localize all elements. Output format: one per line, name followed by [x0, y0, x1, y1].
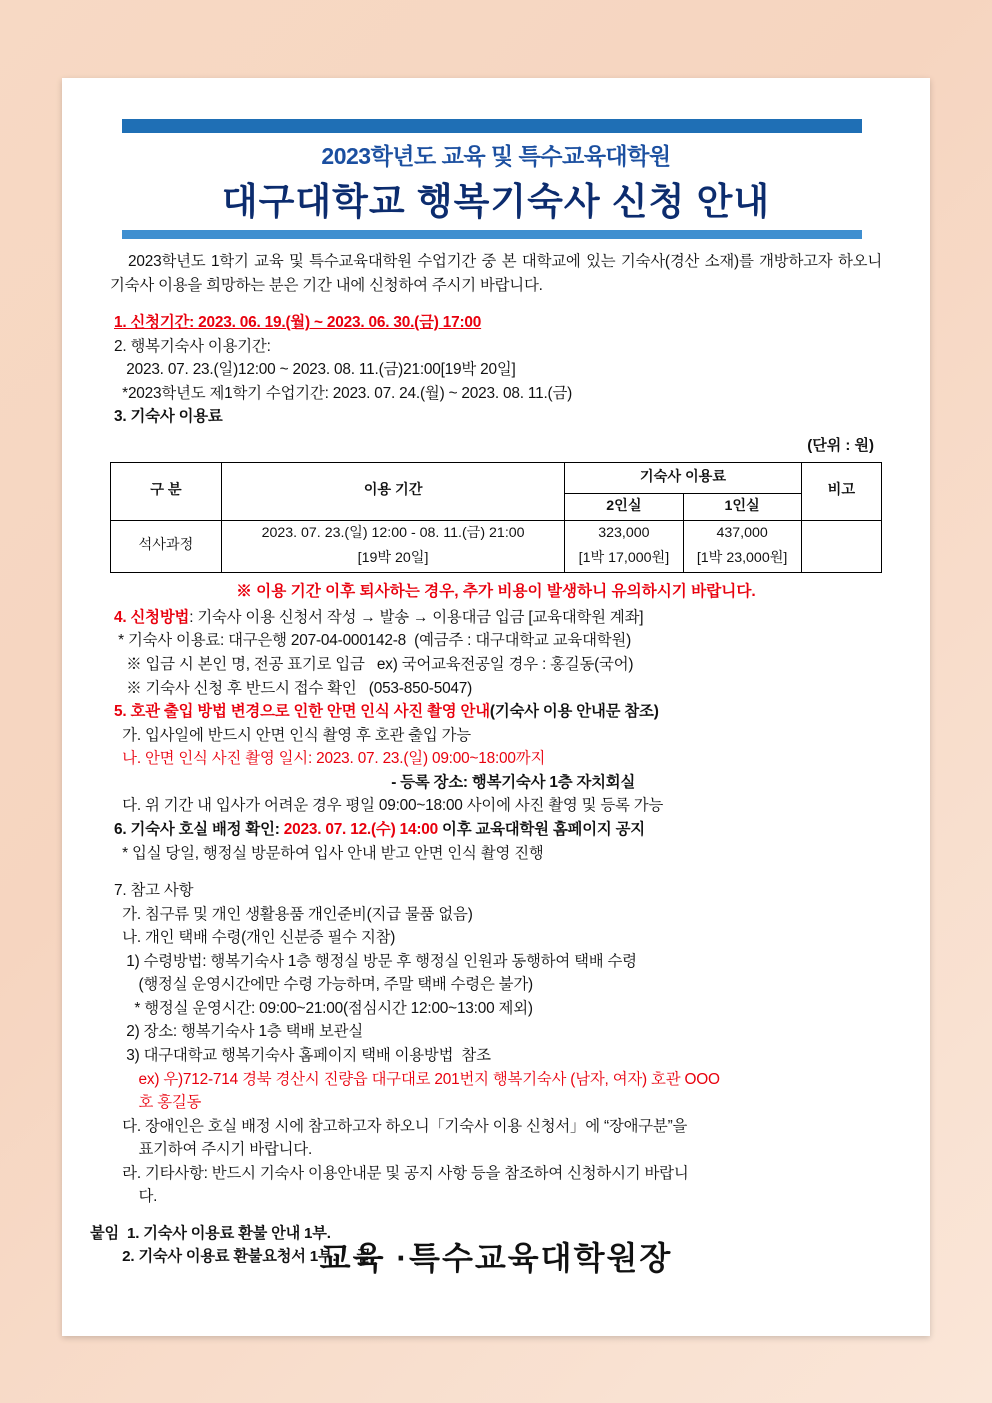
cell-gubun: 석사과정: [111, 520, 222, 572]
item-application-method-label: 4. 신청방법: [114, 608, 190, 626]
item-application-method-text: : 기숙사 이용 신청서 작성 → 발송 → 이용대금 입금 [교육대학원 계좌]: [189, 608, 644, 626]
item-ref-b: 나. 개인 택배 수령(개인 신분증 필수 지참): [114, 929, 396, 947]
item-confirm-phone: ※ 기숙사 신청 후 반드시 접수 확인 (053-850-5047): [114, 679, 473, 697]
item-ref-d-cont: 다.: [114, 1188, 158, 1206]
item-face-recognition: [114, 700, 896, 724]
item-semester-period: *2023학년도 제1학기 수업기간: 2023. 07. 24.(월) ~ 2023. 08. 11.(금): [114, 384, 573, 402]
document-signature: 교육 ·특수교육대학원장: [319, 1240, 673, 1276]
intro-paragraph: 2023학년도 1학기 교육 및 특수교육대학원 수업기간 중 본 대학교에 있는 기숙사(경산 소재)를 개방하고자 하오니 기숙사 이용을 희망하는 분은 기간 내에 신청하여 주시기 바랍니다.: [110, 253, 882, 294]
item-room-assignment-date: 2023. 07. 12.(수) 14:00: [283, 820, 438, 838]
item-usage-period: 2. 행복기숙사 이용기간:: [114, 337, 271, 355]
item-bank-account: * 기숙사 이용료: 대구은행 207-04-000142-8 (예금주 : 대구대학교 교육대학원): [114, 632, 631, 650]
cell-fee1-bottom: [1박 23,000원]: [683, 546, 801, 572]
header-bar-top: [122, 119, 862, 133]
item-usage-period-dates: 2023. 07. 23.(일)12:00 ~ 2023. 08. 11.(금)21:00[19박 20일]: [114, 361, 516, 379]
table-row: [111, 520, 882, 546]
document-subtitle: 2023학년도 교육 및 특수교육대학원: [321, 143, 671, 169]
cell-note: [801, 520, 881, 572]
item-ref-d: 라. 기타사항: 반드시 기숙사 이용안내문 및 공지 사항 등을 참조하여 신청하시기 바랍니: [114, 1164, 689, 1182]
th-single-room: 1인실: [683, 493, 801, 520]
table-header-row: [111, 462, 882, 493]
item-ref-b1a: (행정실 운영시간에만 수령 가능하며, 주말 택배 수령은 불가): [114, 976, 533, 994]
item-face-b: 나. 안면 인식 사진 촬영 일시: 2023. 07. 23.(일) 09:00~18:00까지: [114, 750, 546, 768]
item-face-recognition-tail: (기숙사 이용 안내문 참조): [489, 703, 659, 721]
numbered-list-2: [114, 606, 896, 1209]
page-title: 대구대학교 행복기숙사 신청 안내: [221, 181, 771, 222]
item-room-assignment: [114, 818, 896, 842]
item-ref-b1: 1) 수령방법: 행복기숙사 1층 행정실 방문 후 행정실 인원과 동행하여 택배 수령: [114, 952, 637, 970]
attachment-line-2: 2. 기숙사 이용료 환불요청서 1부. 끝.: [90, 1247, 376, 1265]
fee-table: [110, 462, 882, 573]
th-gubun: 구 분: [111, 462, 222, 520]
item-reference: 7. 참고 사항: [114, 882, 194, 900]
cell-period-bottom: [19박 20일]: [221, 546, 564, 572]
item-ref-b3: 3) 대구대학교 행복기숙사 홈페이지 택배 이용방법 참조: [114, 1047, 491, 1064]
item-room-assignment-note: * 입실 당일, 행정실 방문하여 입사 안내 받고 안면 인식 촬영 진행: [114, 844, 544, 862]
document-inner: [62, 78, 930, 1336]
numbered-list: [114, 311, 896, 429]
cell-fee2-top: 323,000: [565, 520, 683, 546]
cell-fee2-bottom: [1박 17,000원]: [565, 546, 683, 572]
document-page: [62, 78, 930, 1336]
item-room-assignment-head: 6. 기숙사 호실 배정 확인:: [114, 820, 284, 838]
item-ref-b3-example-cont: 호 홍길동: [114, 1094, 202, 1112]
cell-fee1-top: 437,000: [683, 520, 801, 546]
item-ref-b1b: * 행정실 운영시간: 09:00~21:00(점심시간 12:00~13:00 제외): [114, 999, 533, 1017]
item-ref-c: 다. 장애인은 호실 배정 시에 참고하고자 하오니「기숙사 이용 신청서」에 “장애구분”을: [114, 1117, 688, 1135]
th-double-room: 2인실: [565, 493, 683, 520]
cell-period-top: 2023. 07. 23.(일) 12:00 - 08. 11.(금) 21:00: [221, 520, 564, 546]
fee-unit-label: (단위 : 원): [807, 436, 874, 454]
attachment-line-1: 붙임 1. 기숙사 이용료 환불 안내 1부.: [90, 1224, 331, 1242]
table-row-sub: [111, 546, 882, 572]
fee-notice: ※ 이용 기간 이후 퇴사하는 경우, 추가 비용이 발생하니 유의하시기 바랍니다.: [236, 583, 756, 601]
document-body: [62, 250, 930, 1269]
item-ref-b3-example: ex) 우)712-714 경북 경산시 진량읍 대구대로 201번지 행복기숙사 (남자, 여자) 호관 OOO: [114, 1070, 720, 1088]
item-ref-a: 가. 침구류 및 개인 생활용품 개인준비(지급 물품 없음): [114, 905, 473, 923]
item-deposit-name-rule: ※ 입금 시 본인 명, 전공 표기로 입금 ex) 국어교육전공일 경우 : 홍길동(국어): [114, 656, 634, 673]
th-period: 이용 기간: [221, 462, 564, 520]
item-face-c: 다. 위 기간 내 입사가 어려운 경우 평일 09:00~18:00 사이에 사진 촬영 및 등록 가능: [114, 797, 664, 815]
header-bar-bottom: [122, 230, 862, 239]
item-ref-c-cont: 표기하여 주시기 바랍니다.: [114, 1141, 313, 1159]
item-ref-b2: 2) 장소: 행복기숙사 1층 택배 보관실: [114, 1023, 364, 1041]
item-application-period: 1. 신청기간: 2023. 06. 19.(월) ~ 2023. 06. 30.(금) 17:00: [114, 314, 482, 332]
item-application-method: [114, 606, 896, 630]
item-face-recognition-label: 5. 호관 출입 방법 변경으로 인한 안면 인식 사진 촬영 안내: [114, 703, 490, 721]
item-face-a: 가. 입사일에 반드시 안면 인식 촬영 후 호관 출입 가능: [114, 726, 471, 744]
th-fee: 기숙사 이용료: [565, 462, 801, 493]
item-fee-heading: 3. 기숙사 이용료: [114, 408, 223, 426]
th-note: 비고: [801, 462, 881, 520]
item-face-location: - 등록 장소: 행복기숙사 1층 자치회실: [374, 773, 636, 791]
item-room-assignment-tail: 이후 교육대학원 홈페이지 공지: [437, 820, 645, 838]
